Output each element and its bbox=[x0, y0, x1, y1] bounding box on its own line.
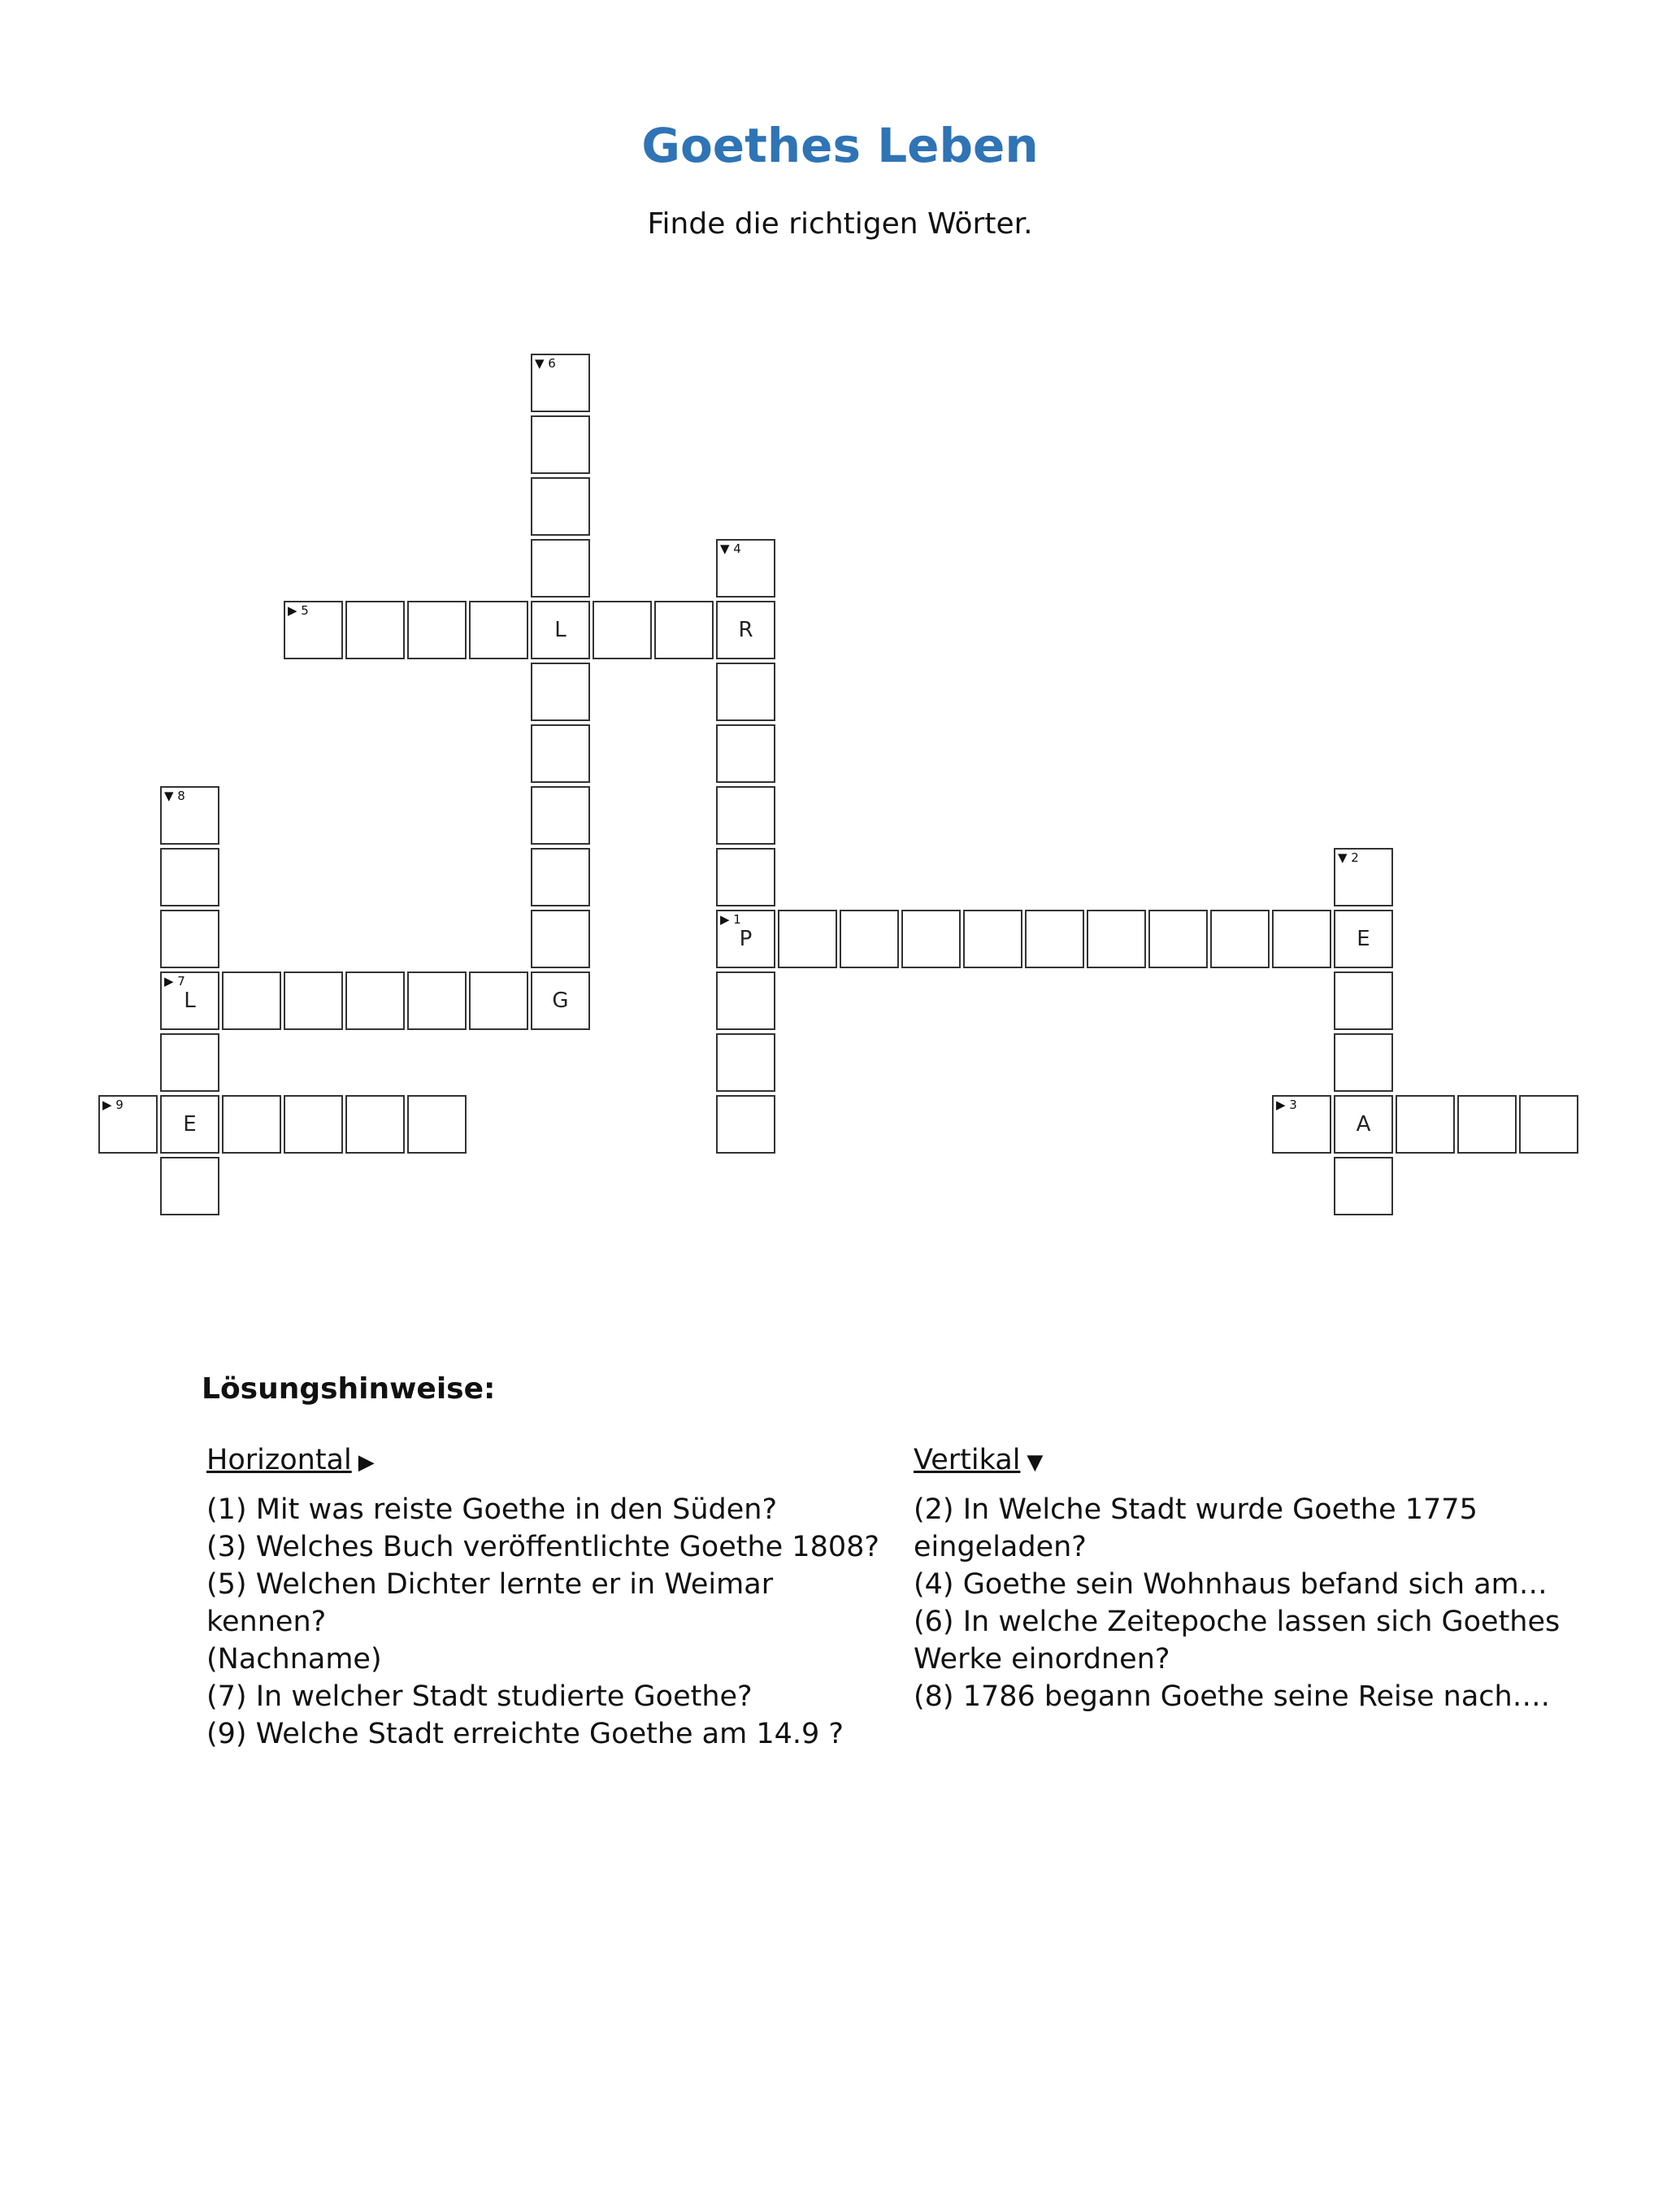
cell-letter bbox=[1397, 1097, 1453, 1152]
crossword-cell[interactable] bbox=[716, 539, 775, 598]
cell-letter bbox=[841, 911, 897, 967]
clue-line: (3) Welches Buch veröffentlichte Goethe 1808? bbox=[206, 1531, 879, 1563]
horizontal-heading-label: Horizontal bbox=[206, 1444, 352, 1476]
crossword-cell[interactable] bbox=[469, 601, 528, 659]
clue-line: (1) Mit was reiste Goethe in den Süden? bbox=[206, 1493, 778, 1526]
cell-letter bbox=[162, 788, 218, 843]
cell-letter bbox=[285, 602, 341, 658]
cell-letter bbox=[1274, 911, 1330, 967]
cell-letter bbox=[1459, 1097, 1515, 1152]
cell-letter bbox=[471, 602, 527, 658]
cell-letter bbox=[224, 973, 280, 1028]
crossword-cell[interactable] bbox=[1334, 848, 1393, 906]
cell-letter: P bbox=[739, 927, 753, 951]
crossword-cell[interactable] bbox=[1334, 1157, 1393, 1215]
crossword-cell[interactable] bbox=[1334, 910, 1393, 968]
cell-letter bbox=[162, 911, 218, 967]
cell-letter: L bbox=[554, 618, 567, 642]
cell-letter bbox=[471, 973, 527, 1028]
crossword-cell[interactable] bbox=[531, 971, 590, 1030]
vertical-clue-list bbox=[914, 1491, 1580, 1715]
vertical-heading bbox=[914, 1444, 1043, 1476]
cell-letter: G bbox=[552, 989, 569, 1013]
crossword-cell[interactable] bbox=[531, 910, 590, 968]
clue-number: ▶ 3 bbox=[1276, 1098, 1297, 1112]
arrow-down-icon: ▼ bbox=[1027, 1450, 1044, 1475]
crossword-cell[interactable] bbox=[1025, 910, 1084, 968]
crossword-cell[interactable] bbox=[531, 354, 590, 412]
cell-letter: R bbox=[738, 618, 753, 642]
crossword-cell[interactable] bbox=[716, 910, 775, 968]
hints-title: Lösungshinweise: bbox=[202, 1372, 496, 1406]
cell-letter bbox=[1088, 911, 1144, 967]
crossword-cell[interactable] bbox=[160, 1033, 219, 1092]
crossword-cell[interactable] bbox=[222, 971, 281, 1030]
cell-letter bbox=[347, 973, 403, 1028]
cell-letter bbox=[162, 850, 218, 905]
horizontal-heading bbox=[206, 1444, 375, 1476]
crossword-cell[interactable] bbox=[1272, 1095, 1331, 1154]
crossword-cell[interactable] bbox=[160, 786, 219, 845]
page-subtitle: Finde die richtigen Wörter. bbox=[647, 207, 1033, 241]
cell-letter bbox=[1521, 1097, 1577, 1152]
clue-number: ▼ 4 bbox=[720, 541, 741, 556]
cell-letter bbox=[347, 602, 403, 658]
clue-number: ▶ 9 bbox=[102, 1098, 124, 1112]
crossword-cell[interactable] bbox=[1334, 971, 1393, 1030]
crossword-cell[interactable] bbox=[284, 601, 343, 659]
crossword-cell[interactable] bbox=[778, 910, 837, 968]
crossword-cell[interactable] bbox=[407, 601, 467, 659]
cell-letter bbox=[285, 973, 341, 1028]
crossword-cell[interactable] bbox=[716, 724, 775, 783]
cell-letter: L bbox=[184, 989, 196, 1013]
cell-letter bbox=[162, 1158, 218, 1214]
crossword-cell[interactable] bbox=[345, 1095, 405, 1154]
clue-line: Werke einordnen? bbox=[914, 1643, 1170, 1676]
cell-letter: A bbox=[1356, 1112, 1371, 1137]
crossword-cell[interactable] bbox=[160, 910, 219, 968]
cell-letter bbox=[409, 602, 465, 658]
crossword-cell[interactable] bbox=[1210, 910, 1270, 968]
cell-letter bbox=[1274, 1097, 1330, 1152]
clue-number: ▼ 6 bbox=[535, 356, 556, 371]
crossword-cell[interactable] bbox=[840, 910, 899, 968]
cell-letter bbox=[532, 417, 588, 472]
crossword-cell[interactable] bbox=[531, 539, 590, 598]
vertical-heading-label: Vertikal bbox=[914, 1444, 1021, 1476]
crossword-cell[interactable] bbox=[222, 1095, 281, 1154]
crossword-cell[interactable] bbox=[654, 601, 714, 659]
cell-letter bbox=[718, 726, 774, 781]
cell-letter bbox=[1027, 911, 1083, 967]
clue-number: ▼ 8 bbox=[164, 789, 185, 803]
crossword-cell[interactable] bbox=[345, 601, 405, 659]
crossword-cell[interactable] bbox=[1272, 910, 1331, 968]
crossword-cell[interactable] bbox=[716, 1095, 775, 1154]
clue-line: (5) Welchen Dichter lernte er in Weimar kennen? bbox=[206, 1568, 774, 1638]
crossword-cell[interactable] bbox=[1396, 1095, 1455, 1154]
cell-letter bbox=[594, 602, 650, 658]
cell-letter bbox=[532, 479, 588, 534]
clue-line: (4) Goethe sein Wohnhaus befand sich am… bbox=[914, 1568, 1548, 1601]
horizontal-clue-list bbox=[206, 1491, 897, 1753]
page-title: Goethes Leben bbox=[641, 118, 1039, 173]
cell-letter bbox=[532, 726, 588, 781]
cell-letter bbox=[532, 911, 588, 967]
crossword-cell[interactable] bbox=[160, 971, 219, 1030]
clue-line: (9) Welche Stadt erreichte Goethe am 14.9 ? bbox=[206, 1718, 844, 1750]
crossword-cell[interactable] bbox=[901, 910, 961, 968]
crossword-cell[interactable] bbox=[407, 1095, 467, 1154]
crossword-cell[interactable] bbox=[531, 601, 590, 659]
cell-letter bbox=[409, 1097, 465, 1152]
cell-letter bbox=[224, 1097, 280, 1152]
crossword-cell[interactable] bbox=[531, 477, 590, 536]
cell-letter bbox=[532, 664, 588, 719]
crossword-cell[interactable] bbox=[407, 971, 467, 1030]
clue-line: eingeladen? bbox=[914, 1531, 1087, 1563]
cell-letter bbox=[532, 850, 588, 905]
clue-line: (7) In welcher Stadt studierte Goethe? bbox=[206, 1680, 753, 1713]
crossword-cell[interactable] bbox=[716, 1033, 775, 1092]
arrow-right-icon: ▶ bbox=[358, 1450, 375, 1475]
crossword-cell[interactable] bbox=[1457, 1095, 1517, 1154]
cell-letter bbox=[285, 1097, 341, 1152]
crossword-cell[interactable] bbox=[593, 601, 652, 659]
crossword-cell[interactable] bbox=[716, 786, 775, 845]
cell-letter bbox=[532, 788, 588, 843]
crossword-cell[interactable] bbox=[1148, 910, 1208, 968]
crossword-cell[interactable] bbox=[531, 848, 590, 906]
crossword-cell[interactable] bbox=[531, 663, 590, 721]
cell-letter bbox=[1335, 850, 1391, 905]
cell-letter bbox=[1335, 1158, 1391, 1214]
cell-letter bbox=[718, 541, 774, 596]
crossword-cell[interactable] bbox=[160, 848, 219, 906]
clue-number: ▼ 2 bbox=[1338, 850, 1359, 865]
cell-letter: E bbox=[183, 1112, 197, 1137]
clue-number: ▶ 7 bbox=[164, 974, 185, 989]
cell-letter bbox=[779, 911, 836, 967]
crossword-cell[interactable] bbox=[160, 1157, 219, 1215]
crossword-cell[interactable] bbox=[284, 971, 343, 1030]
crossword-cell[interactable] bbox=[716, 663, 775, 721]
clue-number: ▶ 5 bbox=[288, 603, 309, 618]
cell-letter bbox=[718, 1035, 774, 1090]
cell-letter bbox=[409, 973, 465, 1028]
crossword-cell[interactable] bbox=[1087, 910, 1146, 968]
cell-letter bbox=[718, 664, 774, 719]
cell-letter bbox=[1335, 973, 1391, 1028]
clue-line: (6) In welche Zeitepoche lassen sich Goethes bbox=[914, 1606, 1561, 1638]
cell-letter bbox=[532, 541, 588, 596]
crossword-cell[interactable] bbox=[1334, 1095, 1393, 1154]
cell-letter bbox=[718, 788, 774, 843]
cell-letter: E bbox=[1357, 927, 1370, 951]
clue-line: (Nachname) bbox=[206, 1643, 382, 1676]
cell-letter bbox=[965, 911, 1021, 967]
crossword-cell[interactable] bbox=[345, 971, 405, 1030]
crossword-cell[interactable] bbox=[963, 910, 1022, 968]
crossword-cell[interactable] bbox=[531, 724, 590, 783]
crossword-cell[interactable] bbox=[284, 1095, 343, 1154]
crossword-cell[interactable] bbox=[531, 415, 590, 474]
cell-letter bbox=[532, 355, 588, 411]
cell-letter bbox=[100, 1097, 156, 1152]
cell-letter bbox=[903, 911, 959, 967]
cell-letter bbox=[1335, 1035, 1391, 1090]
crossword-cell[interactable] bbox=[716, 601, 775, 659]
clue-line: (2) In Welche Stadt wurde Goethe 1775 bbox=[914, 1493, 1478, 1526]
cell-letter bbox=[162, 1035, 218, 1090]
cell-letter bbox=[718, 1097, 774, 1152]
cell-letter bbox=[718, 973, 774, 1028]
crossword-cell[interactable] bbox=[1519, 1095, 1578, 1154]
crossword-cell[interactable] bbox=[531, 786, 590, 845]
crossword-cell[interactable] bbox=[716, 848, 775, 906]
cell-letter bbox=[1212, 911, 1268, 967]
cell-letter bbox=[718, 850, 774, 905]
clue-number: ▶ 1 bbox=[720, 912, 741, 927]
crossword-cell[interactable] bbox=[716, 971, 775, 1030]
clue-line: (8) 1786 begann Goethe seine Reise nach…. bbox=[914, 1680, 1550, 1713]
cell-letter bbox=[656, 602, 712, 658]
cell-letter bbox=[347, 1097, 403, 1152]
crossword-cell[interactable] bbox=[98, 1095, 158, 1154]
crossword-cell[interactable] bbox=[160, 1095, 219, 1154]
crossword-cell[interactable] bbox=[469, 971, 528, 1030]
crossword-cell[interactable] bbox=[1334, 1033, 1393, 1092]
cell-letter bbox=[1150, 911, 1206, 967]
